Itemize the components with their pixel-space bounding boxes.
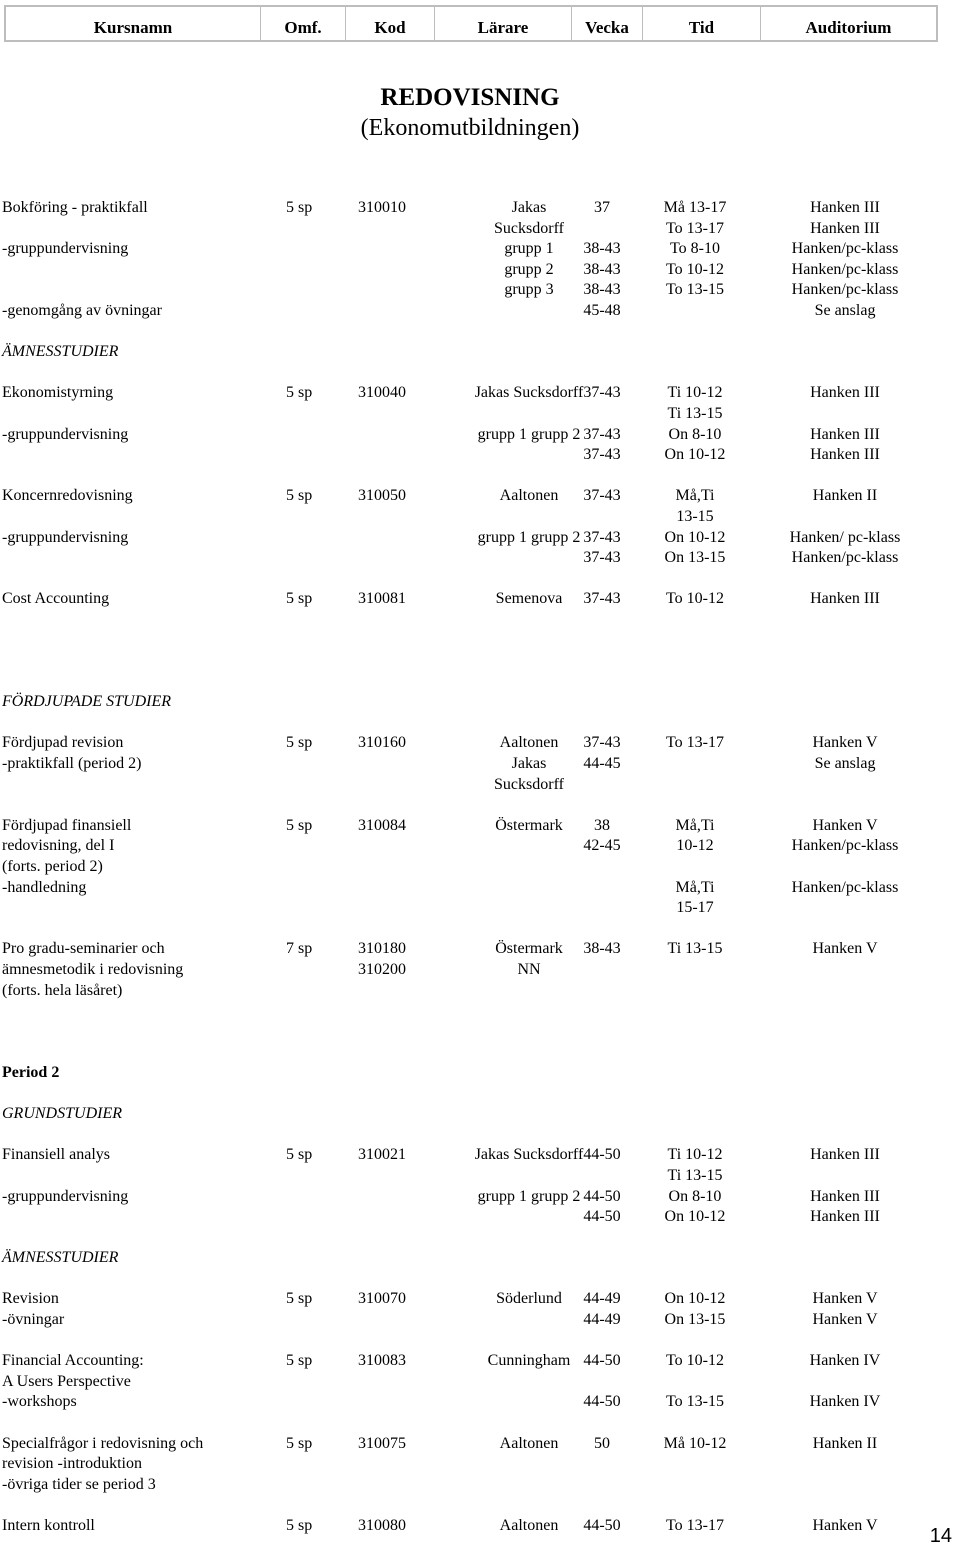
- table-row: [0, 363, 960, 384]
- cell-course-name: -workshops: [2, 1393, 77, 1411]
- cell-credits: 5 sp: [286, 734, 313, 752]
- table-row: [0, 198, 960, 219]
- cell-time: To 13-17: [666, 1517, 724, 1534]
- cell-course-name: (forts. hela läsåret): [2, 981, 123, 999]
- cell-time: 15-17: [676, 899, 714, 917]
- cell-week: 44-50: [583, 1146, 621, 1164]
- cell-credits: 5 sp: [286, 487, 313, 505]
- table-row: [0, 1022, 960, 1043]
- cell-time: Ti 10-12: [667, 384, 723, 402]
- table-row: [0, 1289, 960, 1310]
- cell-week: 38-43: [583, 940, 621, 958]
- cell-time: Ti 13-15: [667, 940, 723, 958]
- table-row: [0, 569, 960, 590]
- cell-credits: 5 sp: [286, 1352, 313, 1370]
- cell-time: Må 13-17: [663, 199, 727, 216]
- table-row: [0, 651, 960, 672]
- cell-credits: 5 sp: [286, 590, 313, 608]
- table-row: [0, 445, 960, 466]
- cell-teacher: grupp 1 grupp 2: [477, 425, 581, 443]
- cell-credits: 5 sp: [286, 1146, 313, 1164]
- cell-course-code: 310010: [358, 199, 406, 216]
- table-row: [0, 630, 960, 651]
- table-row: [0, 878, 960, 899]
- cell-course-name: Intern kontroll: [2, 1517, 95, 1534]
- cell-teacher: Aaltonen: [499, 1434, 559, 1452]
- cell-credits: 5 sp: [286, 384, 313, 402]
- cell-time: Ti 13-15: [667, 1166, 723, 1184]
- cell-week: 44-50: [583, 1208, 621, 1226]
- cell-teacher: grupp 2: [504, 260, 554, 278]
- table-row: [0, 816, 960, 837]
- cell-week: 45-48: [583, 301, 621, 319]
- cell-teacher: Semenova: [495, 590, 563, 608]
- cell-week: 37-43: [583, 734, 621, 752]
- section-heading: ÄMNESSTUDIER: [2, 1249, 119, 1267]
- cell-time: Ti 10-12: [667, 1146, 723, 1164]
- cell-teacher: Östermark: [495, 816, 563, 834]
- table-row: [0, 1001, 960, 1022]
- cell-course-name: Finansiell analys: [2, 1146, 110, 1164]
- table-row: [0, 1331, 960, 1352]
- cell-room: Hanken III: [810, 199, 880, 216]
- cell-teacher: Jakas: [511, 755, 547, 773]
- column-header-auditorium: Auditorium: [805, 18, 892, 38]
- cell-course-code: 310070: [358, 1290, 406, 1308]
- table-row: [0, 383, 960, 404]
- column-header-kursnamn: Kursnamn: [6, 7, 261, 40]
- cell-room: Hanken/pc-klass: [791, 260, 899, 278]
- cell-room: Hanken III: [810, 1146, 880, 1164]
- cell-week: 37: [594, 199, 610, 216]
- table-row: [0, 1454, 960, 1475]
- cell-teacher: Östermark: [495, 940, 563, 958]
- cell-week: 37-43: [583, 425, 621, 443]
- table-row: [0, 672, 960, 693]
- table-row: [0, 548, 960, 569]
- cell-course-name: Revision: [2, 1290, 59, 1308]
- column-header-row: [4, 5, 938, 42]
- cell-teacher: Söderlund: [496, 1290, 562, 1308]
- page-subtitle: (Ekonomutbildningen): [360, 115, 580, 141]
- cell-time: On 10-12: [664, 446, 726, 464]
- table-row: [0, 1145, 960, 1166]
- cell-room: Hanken/ pc-klass: [789, 528, 901, 546]
- cell-teacher: Jakas Sucksdorff: [474, 384, 584, 402]
- cell-room: Hanken III: [810, 1208, 880, 1226]
- cell-teacher: grupp 3: [504, 281, 554, 299]
- cell-teacher: grupp 1 grupp 2: [477, 528, 581, 546]
- cell-teacher: Aaltonen: [499, 1517, 559, 1534]
- cell-credits: 5 sp: [286, 1517, 313, 1534]
- cell-teacher: Sucksdorff: [494, 219, 564, 237]
- cell-room: Hanken III: [810, 425, 880, 443]
- table-row: [0, 1228, 960, 1249]
- cell-week: 44-50: [583, 1517, 621, 1534]
- cell-course-code: 310200: [358, 960, 406, 978]
- cell-room: Hanken/pc-klass: [791, 240, 899, 258]
- cell-course-name: Ekonomistyrning: [2, 384, 114, 402]
- table-row: [0, 219, 960, 240]
- table-row: [0, 486, 960, 507]
- table-row: [0, 1475, 960, 1496]
- table-row: [0, 1084, 960, 1105]
- table-row: [0, 342, 960, 363]
- cell-week: 44-50: [583, 1393, 621, 1411]
- table-row: [0, 960, 960, 981]
- cell-room: Hanken III: [810, 590, 880, 608]
- table-row: [0, 898, 960, 919]
- cell-credits: 7 sp: [286, 940, 313, 958]
- cell-course-name: -gruppundervisning: [2, 425, 129, 443]
- cell-course-code: 310180: [358, 940, 406, 958]
- table-row: [0, 1434, 960, 1455]
- cell-time: On 10-12: [664, 1208, 726, 1226]
- cell-room: Hanken/pc-klass: [791, 837, 899, 855]
- cell-teacher: grupp 1: [504, 240, 554, 258]
- cell-room: Hanken IV: [809, 1352, 881, 1370]
- cell-time: Må,Ti: [675, 487, 715, 505]
- cell-course-name: A Users Perspective: [2, 1372, 131, 1390]
- cell-course-name: -övningar: [2, 1311, 65, 1329]
- cell-teacher: Jakas: [511, 199, 547, 216]
- cell-room: Hanken V: [812, 940, 878, 958]
- table-row: [0, 1248, 960, 1269]
- cell-time: On 8-10: [668, 425, 722, 443]
- cell-time: To 13-17: [666, 219, 724, 237]
- table-row: [0, 1392, 960, 1413]
- cell-course-code: 310081: [358, 590, 406, 608]
- table-row: [0, 404, 960, 425]
- cell-time: On 8-10: [668, 1187, 722, 1205]
- cell-week: 44-50: [583, 1187, 621, 1205]
- table-row: [0, 280, 960, 301]
- cell-week: 37-43: [583, 528, 621, 546]
- cell-course-name: Koncernredovisning: [2, 487, 133, 505]
- table-row: [0, 754, 960, 775]
- cell-teacher: Sucksdorff: [494, 775, 564, 793]
- table-row: [0, 1351, 960, 1372]
- cell-time: Ti 13-15: [667, 404, 723, 422]
- table-row: [0, 795, 960, 816]
- table-row: [0, 981, 960, 1002]
- cell-week: 37-43: [583, 487, 621, 505]
- cell-time: Må,Ti: [675, 816, 715, 834]
- cell-room: Hanken II: [812, 1434, 878, 1452]
- cell-room: Se anslag: [814, 755, 876, 773]
- column-header-vecka: Vecka: [572, 7, 643, 40]
- table-row: [0, 260, 960, 281]
- cell-course-name: Cost Accounting: [2, 590, 110, 608]
- page-number: 14: [929, 1525, 952, 1547]
- table-row: [0, 1372, 960, 1393]
- cell-time: On 13-15: [664, 549, 726, 567]
- cell-course-name: -genomgång av övningar: [2, 301, 162, 319]
- table-row: [0, 301, 960, 322]
- cell-course-name: Fördjupad finansiell: [2, 816, 132, 834]
- cell-week: 44-45: [583, 755, 621, 773]
- cell-week: 44-49: [583, 1311, 621, 1329]
- cell-room: Hanken V: [812, 1290, 878, 1308]
- column-header-tid: Tid: [643, 7, 761, 40]
- cell-time: To 13-15: [666, 281, 724, 299]
- cell-course-name: (forts. period 2): [2, 858, 103, 875]
- cell-teacher: Aaltonen: [499, 734, 559, 752]
- cell-week: 38: [594, 816, 610, 834]
- table-row: [0, 1516, 960, 1537]
- cell-room: Hanken IV: [809, 1393, 881, 1411]
- cell-course-name: -gruppundervisning: [2, 1187, 129, 1205]
- cell-room: Hanken III: [810, 384, 880, 402]
- table-row: [0, 322, 960, 343]
- cell-course-name: Specialfrågor i redovisning och: [2, 1434, 204, 1452]
- table-row: [0, 1125, 960, 1146]
- cell-course-name: -gruppundervisning: [2, 240, 129, 258]
- table-row: [0, 1310, 960, 1331]
- cell-course-code: 310021: [358, 1146, 406, 1164]
- cell-room: Hanken V: [812, 816, 878, 834]
- cell-teacher: Cunningham: [487, 1352, 571, 1370]
- cell-time: Må,Ti: [675, 878, 715, 896]
- table-row: [0, 1187, 960, 1208]
- table-row: [0, 1269, 960, 1290]
- cell-week: 42-45: [583, 837, 621, 855]
- cell-teacher: grupp 1 grupp 2: [477, 1187, 581, 1205]
- table-row: [0, 466, 960, 487]
- cell-week: 38-43: [583, 260, 621, 278]
- cell-time: To 10-12: [666, 590, 724, 608]
- cell-course-code: 310160: [358, 734, 406, 752]
- cell-time: On 10-12: [664, 528, 726, 546]
- cell-week: 50: [594, 1434, 610, 1452]
- cell-room: Se anslag: [814, 301, 876, 319]
- table-row: [0, 857, 960, 878]
- page-title: REDOVISNING: [380, 84, 560, 111]
- cell-time: Må 10-12: [663, 1434, 727, 1452]
- cell-week: 38-43: [583, 281, 621, 299]
- cell-time: To 10-12: [666, 260, 724, 278]
- cell-week: 37-43: [583, 549, 621, 567]
- cell-credits: 5 sp: [286, 816, 313, 834]
- cell-course-name: -gruppundervisning: [2, 528, 129, 546]
- cell-room: Hanken V: [812, 1311, 878, 1329]
- cell-room: Hanken III: [810, 219, 880, 237]
- table-row: [0, 1063, 960, 1084]
- cell-room: Hanken II: [812, 487, 878, 505]
- cell-room: Hanken III: [810, 446, 880, 464]
- section-heading: FÖRDJUPADE STUDIER: [2, 693, 172, 711]
- table-row: [0, 1413, 960, 1434]
- cell-course-name: ämnesmetodik i redovisning: [2, 960, 184, 978]
- column-header-kod: Kod: [346, 7, 435, 40]
- cell-course-code: 310083: [358, 1352, 406, 1370]
- table-row: [0, 528, 960, 549]
- cell-course-name: -handledning: [2, 878, 87, 896]
- cell-week: 38-43: [583, 240, 621, 258]
- table-row: [0, 733, 960, 754]
- cell-course-code: 310040: [358, 384, 406, 402]
- table-row: [0, 919, 960, 940]
- cell-time: 10-12: [676, 837, 714, 855]
- cell-time: On 10-12: [664, 1290, 726, 1308]
- cell-week: 44-50: [583, 1352, 621, 1370]
- table-row: [0, 1495, 960, 1516]
- table-row: [0, 692, 960, 713]
- table-row: [0, 589, 960, 610]
- cell-course-code: 310075: [358, 1434, 406, 1452]
- cell-room: Hanken/pc-klass: [791, 281, 899, 299]
- cell-credits: 5 sp: [286, 199, 313, 216]
- cell-course-name: -praktikfall (period 2): [2, 755, 142, 773]
- table-row: [0, 713, 960, 734]
- cell-course-name: revision -introduktion: [2, 1455, 142, 1473]
- table-row: [0, 507, 960, 528]
- cell-week: 37-43: [583, 384, 621, 402]
- cell-credits: 5 sp: [286, 1290, 313, 1308]
- cell-course-name: Fördjupad revision: [2, 734, 124, 752]
- section-heading: ÄMNESSTUDIER: [2, 343, 119, 361]
- table-row: [0, 939, 960, 960]
- column-header-larare: Lärare: [435, 7, 572, 40]
- cell-course-code: 310080: [358, 1517, 406, 1534]
- cell-course-code: 310050: [358, 487, 406, 505]
- table-row: [0, 1207, 960, 1228]
- cell-course-name: redovisning, del I: [2, 837, 115, 855]
- table-row: [0, 1042, 960, 1063]
- cell-time: On 13-15: [664, 1311, 726, 1329]
- column-header-omf: Omf.: [261, 7, 346, 40]
- table-row: [0, 775, 960, 796]
- table-row: [0, 1104, 960, 1125]
- cell-time: 13-15: [676, 507, 714, 525]
- cell-course-name: Bokföring - praktikfall: [2, 199, 148, 216]
- cell-room: Hanken/pc-klass: [791, 549, 899, 567]
- cell-course-name: Pro gradu-seminarier och: [2, 940, 165, 958]
- cell-room: Hanken III: [810, 1187, 880, 1205]
- cell-course-name: -övriga tider se period 3: [2, 1475, 156, 1493]
- cell-time: To 13-17: [666, 734, 724, 752]
- section-heading: GRUNDSTUDIER: [2, 1105, 122, 1123]
- cell-room: Hanken/pc-klass: [791, 878, 899, 896]
- cell-teacher: Aaltonen: [499, 487, 559, 505]
- cell-week: 37-43: [583, 446, 621, 464]
- cell-course-name: Financial Accounting:: [2, 1352, 144, 1370]
- cell-course-code: 310084: [358, 816, 406, 834]
- cell-credits: 5 sp: [286, 1434, 313, 1452]
- table-row: [0, 425, 960, 446]
- cell-week: 44-49: [583, 1290, 621, 1308]
- period-heading: Period 2: [2, 1063, 60, 1081]
- cell-teacher: NN: [517, 960, 541, 978]
- cell-time: To 8-10: [670, 240, 720, 258]
- table-row: [0, 610, 960, 631]
- cell-teacher: Jakas Sucksdorff: [474, 1146, 584, 1164]
- table-row: [0, 836, 960, 857]
- table-row: [0, 239, 960, 260]
- cell-time: To 10-12: [666, 1352, 724, 1370]
- cell-room: Hanken V: [812, 1517, 878, 1534]
- schedule-table: [0, 198, 960, 1537]
- cell-time: To 13-15: [666, 1393, 724, 1411]
- cell-room: Hanken V: [812, 734, 878, 752]
- cell-week: 37-43: [583, 590, 621, 608]
- table-row: [0, 1166, 960, 1187]
